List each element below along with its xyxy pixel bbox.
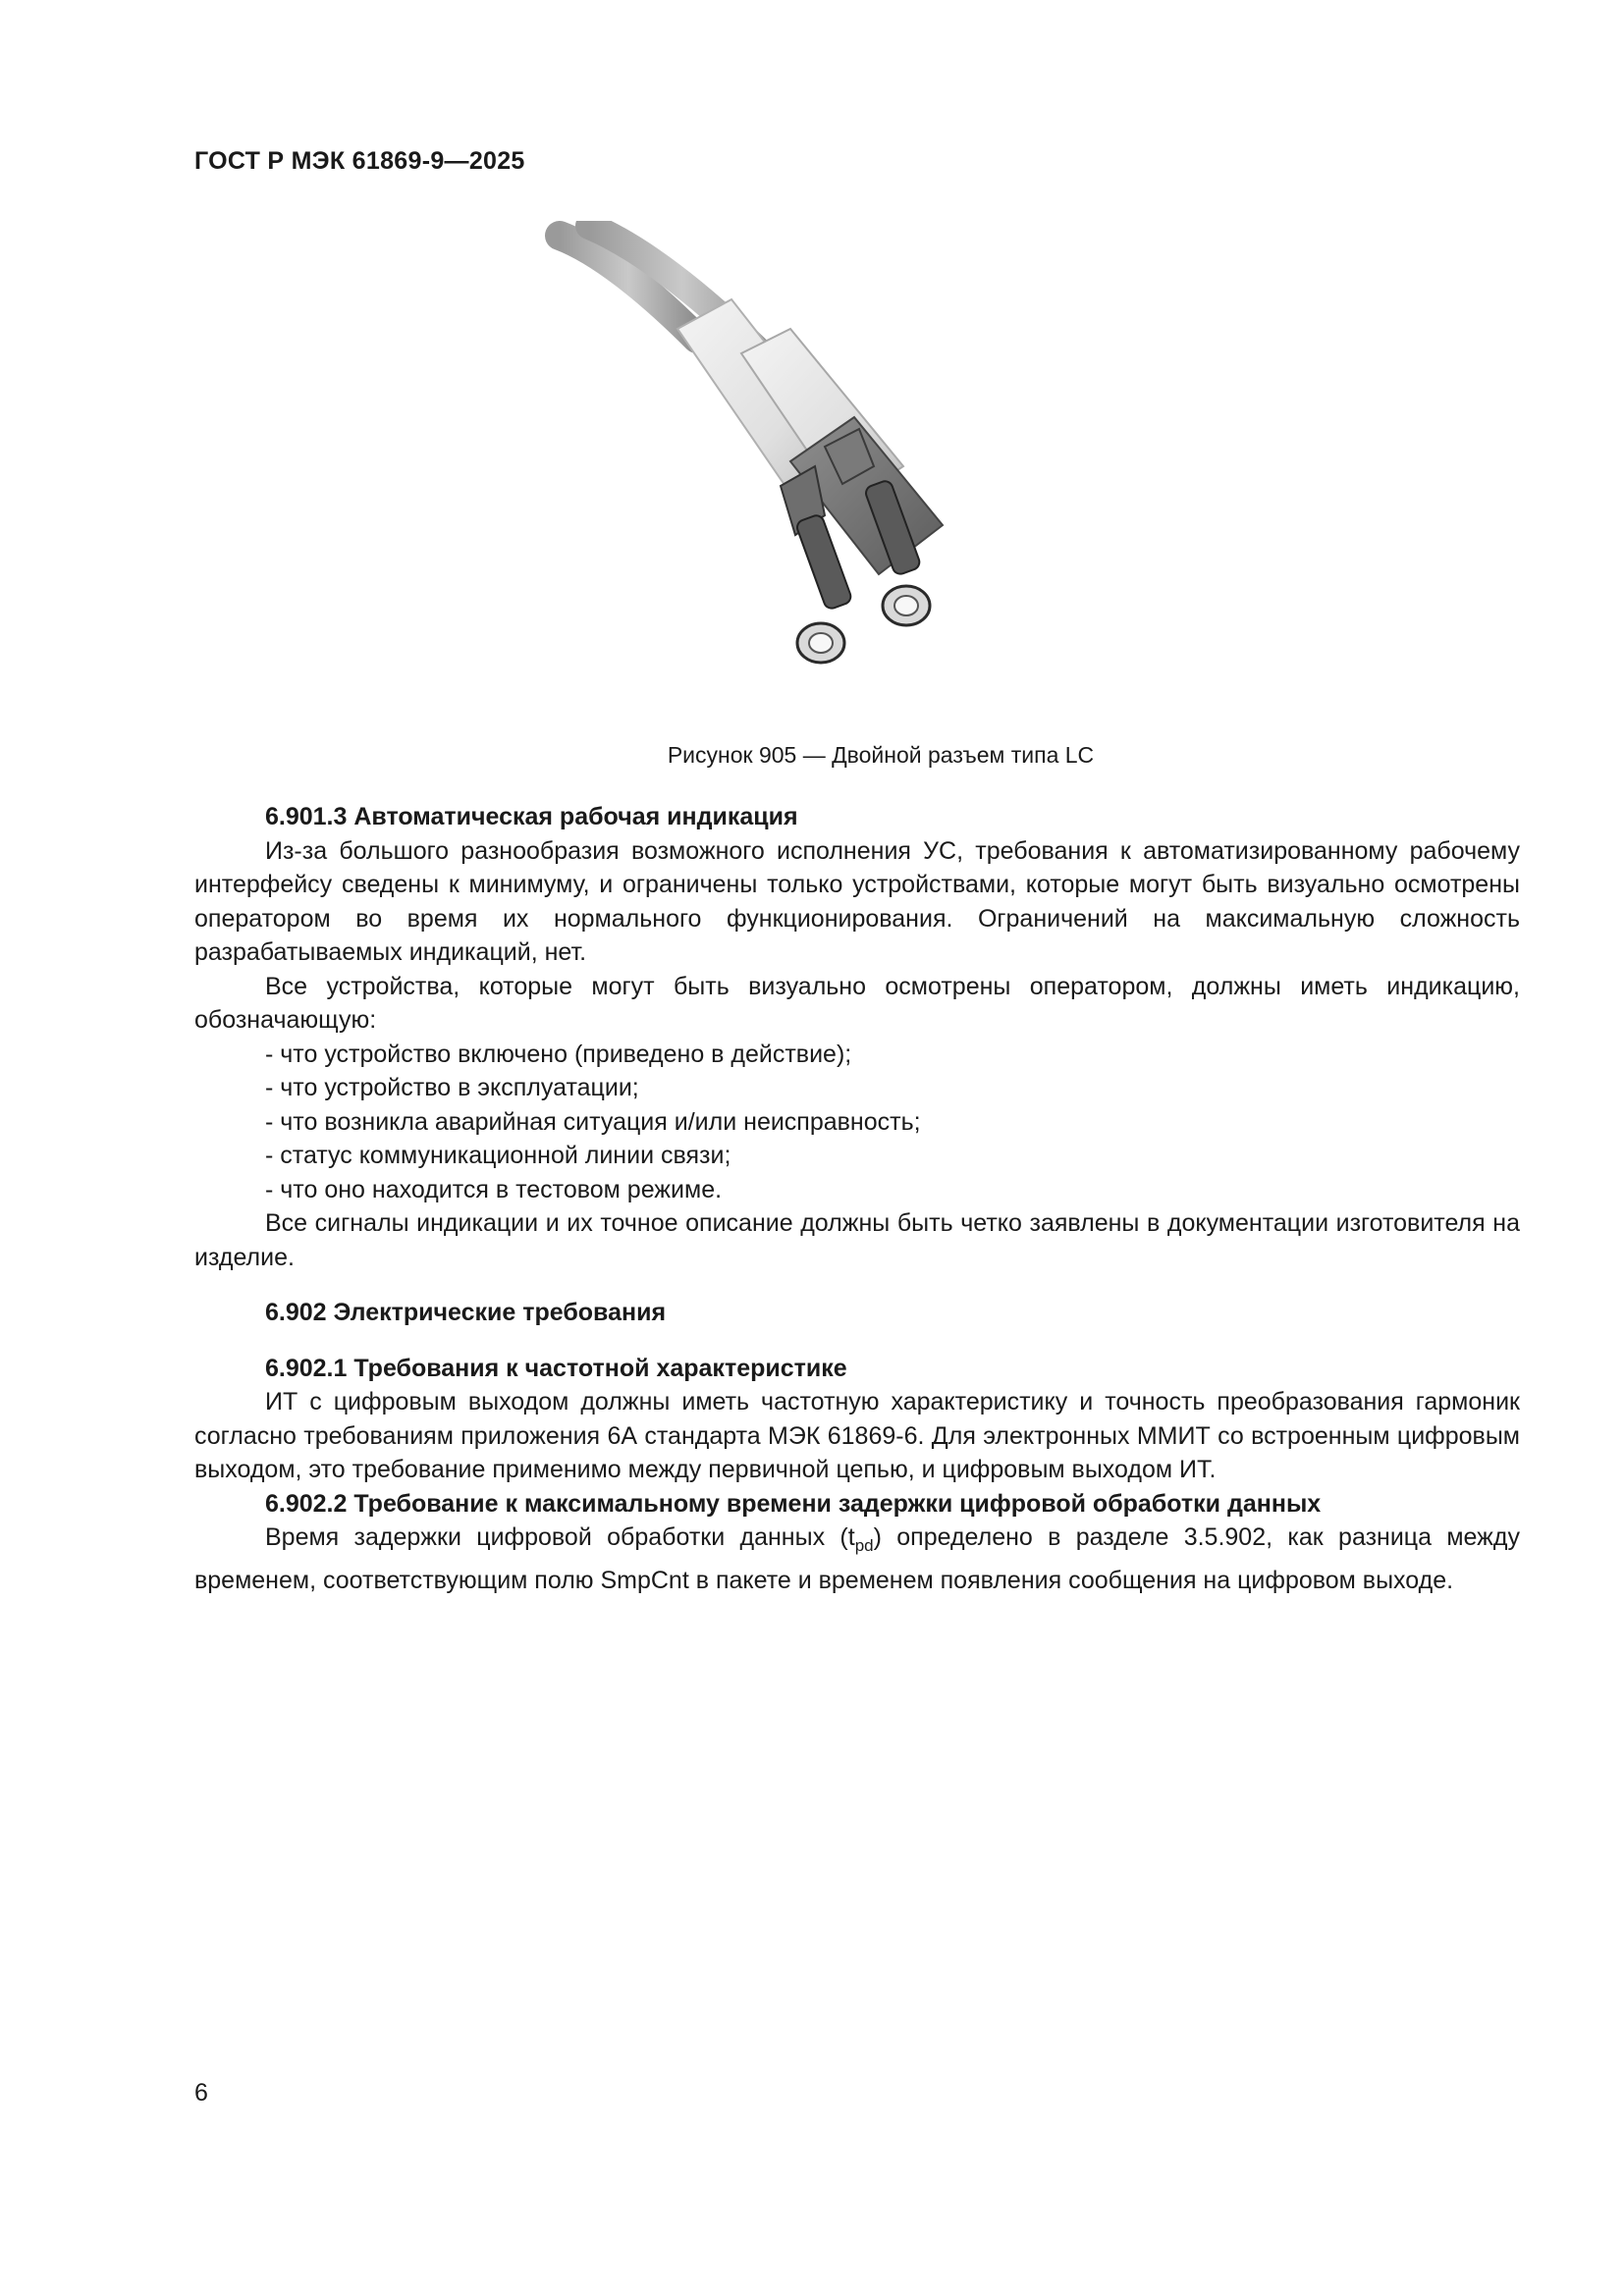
section-heading-6-902-1: 6.902.1 Требования к частотной характеристике: [265, 1354, 847, 1382]
paragraph: Из-за большого разнообразия возможного исполнения УС, требования к автоматизированному рабочему интерфейсу сведены к минимуму, и ограничены только устройствами, которые могут быть визуально осмотрены оператором во время их нормального функционирования. Ограничений на максимальную сложность разрабатываемых индикаций, нет.: [194, 836, 1520, 966]
paragraph: Все устройства, которые могут быть визуально осмотрены оператором, должны иметь индикацию, обозначающую:: [194, 972, 1520, 1034]
document-body: [194, 800, 1520, 1597]
list-item: - что возникла аварийная ситуация и/или неисправность;: [265, 1105, 1520, 1140]
figure-caption: Рисунок 905 — Двойной разъем типа LC: [667, 742, 1095, 768]
section-heading-6-902: 6.902 Электрические требования: [265, 1299, 667, 1326]
list-item: - статус коммуникационной линии связи;: [265, 1139, 1520, 1173]
page-number: 6: [194, 2079, 208, 2107]
figure-lc-connector: [530, 221, 1119, 692]
paragraph-text: Время задержки цифровой обработки данных (t: [265, 1523, 855, 1551]
document-header: ГОСТ Р МЭК 61869-9—2025: [194, 147, 525, 175]
paragraph-text: ) определено в разделе 3.5.902, как разница между временем, соответствующим полю SmpCnt в пакете и временем появления сообщения на цифровом выходе.: [194, 1523, 1520, 1594]
section-heading-6-902-2: 6.902.2 Требование к максимальному времени задержки цифровой обработки данных: [265, 1489, 1322, 1518]
paragraph: ИТ с цифровым выходом должны иметь частотную характеристику и точность преобразования гармоник согласно требованиям приложения 6А стандарта МЭК 61869-6. Для электронных ММИТ со встроенным цифровым выходом, это требование применимо между первичной цепью, и цифровым выходом ИТ.: [194, 1388, 1520, 1483]
indication-list: [194, 1038, 1520, 1207]
list-item: - что устройство в эксплуатации;: [265, 1071, 1520, 1105]
list-item: - что устройство включено (приведено в действие);: [265, 1038, 1520, 1072]
list-item: - что оно находится в тестовом режиме.: [265, 1173, 1520, 1207]
subscript: pd: [854, 1536, 874, 1555]
lc-connector-image: [530, 221, 1119, 692]
paragraph: Все сигналы индикации и их точное описание должны быть четко заявлены в документации изготовителя на изделие.: [194, 1209, 1520, 1271]
paragraph: [194, 1521, 1520, 1597]
section-heading-6-901-3: 6.901.3 Автоматическая рабочая индикация: [265, 803, 798, 830]
